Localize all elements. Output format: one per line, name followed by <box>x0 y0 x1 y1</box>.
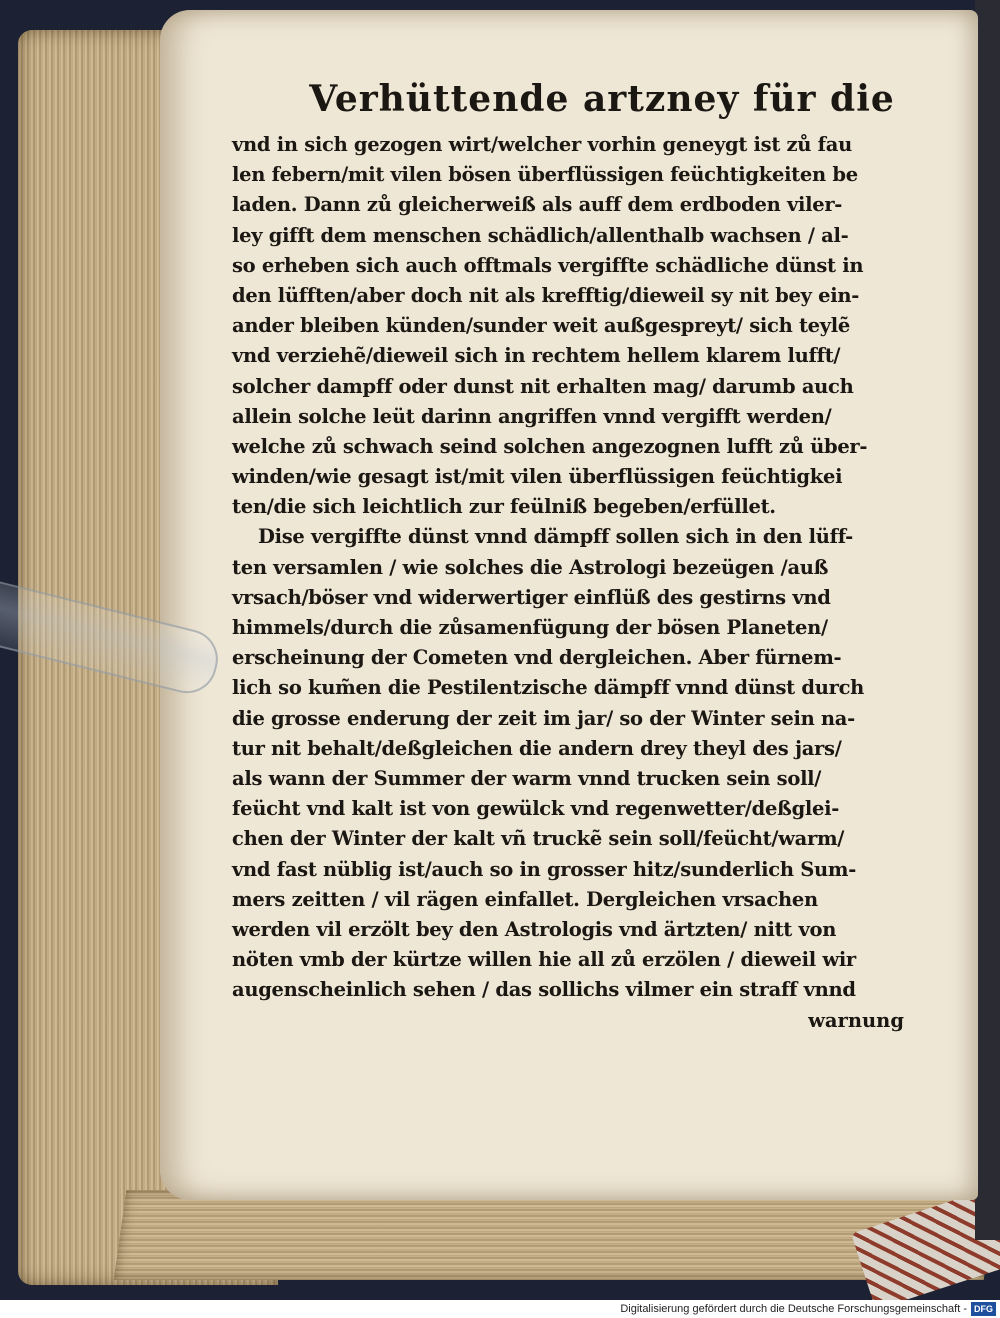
facing-page-edge <box>975 0 1000 1240</box>
paragraph-1 <box>232 130 912 522</box>
text-line: len febern/mit vilen bösen überflüssigen feüchtigkeiten be <box>232 163 858 187</box>
text-line: vnd verziehẽ/dieweil sich in rechtem hellem klarem lufft/ <box>232 344 841 368</box>
text-line: ten/die sich leichtlich zur feülniß begeben/erfüllet. <box>232 495 776 519</box>
text-line: die grosse enderung der zeit im jar/ so der Winter sein na- <box>232 706 855 730</box>
text-line: tur nit behalt/deßgleichen die andern drey theyl des jars/ <box>232 736 842 760</box>
text-line: himmels/durch die zůsamenfügung der bösen Planeten/ <box>232 616 828 639</box>
text-line: vnd fast nüblig ist/auch so in grosser hitz/sunderlich Sum- <box>232 857 856 881</box>
dfg-logo: DFG <box>971 1302 996 1316</box>
text-line: ander bleiben künden/sunder weit außgespreyt/ sich teylẽ <box>232 314 851 338</box>
text-line: ley gifft dem menschen schädlich/allenthalb wachsen / al- <box>232 223 849 247</box>
text-line: winden/wie gesagt ist/mit vilen überflüssigen feüchtigkei <box>232 465 843 489</box>
text-line: nöten vmb der kürtze willen hie all zů erzölen / dieweil wir <box>232 948 856 972</box>
running-heading: Verhüttende artzney für die <box>309 78 895 120</box>
text-line: welche zů schwach seind solchen angezognen lufft zů über- <box>232 434 868 458</box>
text-line: lich so kum̃en die Pestilentzische dämpff vnnd dünst durch <box>232 676 865 700</box>
text-line: Dise vergiffte dünst vnnd dämpff sollen sich in den lüff- <box>258 525 853 549</box>
text-line: erscheinung der Cometen vnd dergleichen. Aber fürnem- <box>232 646 842 670</box>
page-text <box>232 78 912 1032</box>
text-line: augenscheinlich sehen / das sollichs vilmer ein straff vnnd <box>232 978 856 1002</box>
text-line: laden. Dann zů gleicherweiß als auff dem erdboden viler- <box>232 193 843 217</box>
text-line: allein solche leüt darinn angriffen vnnd vergifft werden/ <box>232 404 832 428</box>
text-line: mers zeitten / vil rägen einfallet. Dergleichen vrsachen <box>232 887 818 911</box>
text-line: den lüfften/aber doch nit als krefftig/dieweil sy nit bey ein- <box>232 283 860 307</box>
catchword: warnung <box>808 1009 904 1033</box>
text-line: als wann der Summer der warm vnnd trucken sein soll/ <box>232 766 822 790</box>
paragraph-2 <box>232 522 912 1005</box>
footer-credit: Digitalisierung gefördert durch die Deutsche Forschungsgemeinschaft - <box>620 1303 967 1315</box>
text-line: werden vil erzölt bey den Astrologis vnd ärtzten/ nitt von <box>232 917 837 941</box>
text-line: feücht vnd kalt ist von gewülck vnd regenwetter/deßglei- <box>232 797 840 821</box>
text-line: so erheben sich auch offtmals vergiffte schädliche dünst in <box>232 253 864 277</box>
text-line: solcher dampff oder dunst nit erhalten mag/ darumb auch <box>232 374 854 398</box>
text-line: ten versamlen / wie solches die Astrologi bezeügen /auß <box>232 555 829 579</box>
text-line: chen der Winter der kalt vñ truckẽ sein soll/feücht/warm/ <box>232 827 845 851</box>
text-line: vrsach/böser vnd widerwertiger einflüß des gestirns vnd <box>232 585 831 609</box>
text-line: vnd in sich gezogen wirt/welcher vorhin geneygt ist zů fau <box>232 133 852 156</box>
footer-bar <box>0 1300 1000 1318</box>
